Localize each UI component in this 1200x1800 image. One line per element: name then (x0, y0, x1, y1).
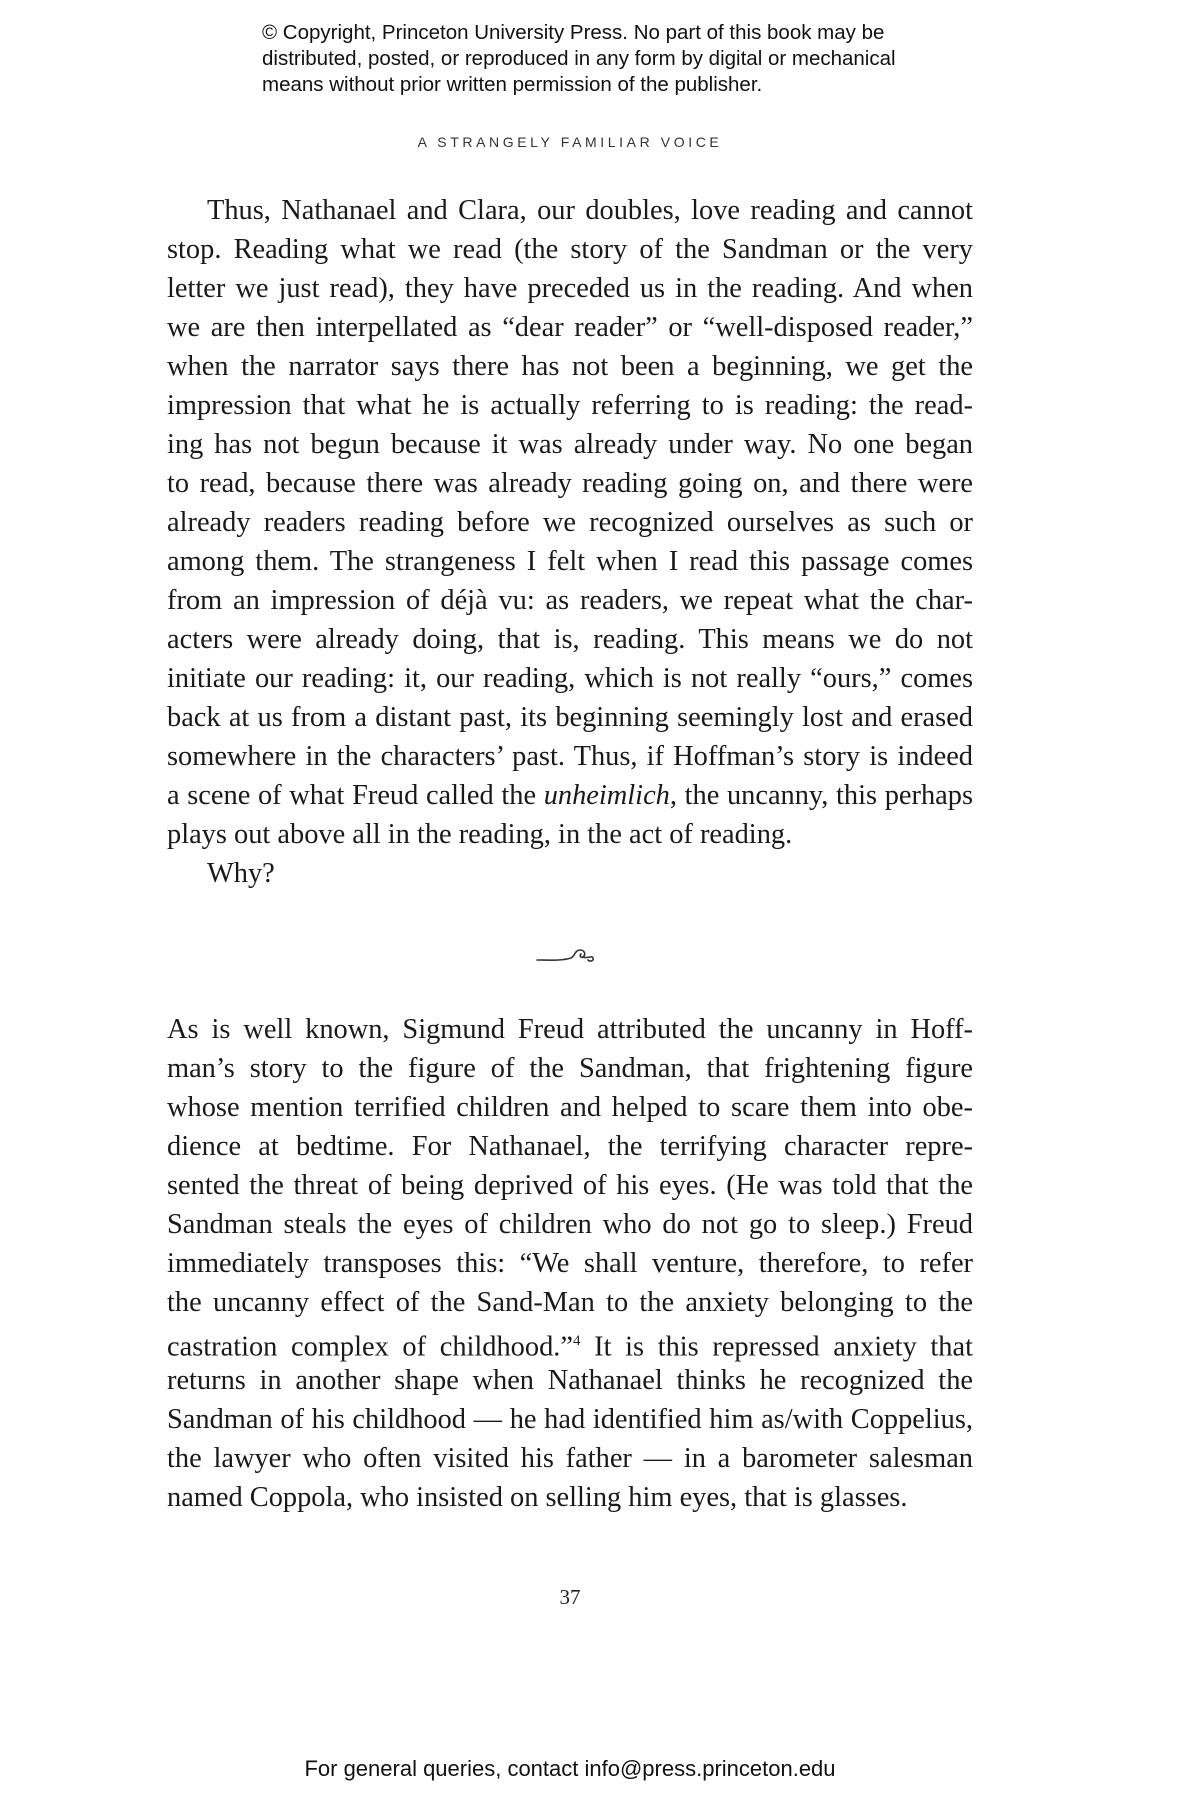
text-line: initiate our reading: it, our reading, which is not really “ours,” comes (167, 663, 973, 694)
text-line: named Coppola, who insisted on selling him eyes, that is glasses. (167, 1482, 908, 1513)
text-line: when the narrator says there has not been a beginning, we get the (167, 351, 973, 382)
text-line: Sandman steals the eyes of children who do not go to sleep.) Freud (167, 1209, 973, 1240)
italic-term: unheimlich (543, 780, 670, 811)
text-line: As is well known, Sigmund Freud attributed the uncanny in Hoff- (167, 1014, 973, 1045)
text-line: dience at bedtime. For Nathanael, the terrifying character repre- (167, 1131, 973, 1162)
copyright-line: © Copyright, Princeton University Press. No part of this book may be (262, 21, 885, 44)
text-line: to read, because there was already reading going on, and there were (167, 468, 973, 499)
paragraph-1 (167, 191, 973, 893)
text-line (167, 1322, 973, 1361)
text-line: the uncanny effect of the Sand-Man to the anxiety belonging to the (167, 1287, 973, 1318)
text-line: Why? (207, 858, 275, 889)
text-line: somewhere in the characters’ past. Thus, if Hoffman’s story is indeed (167, 741, 973, 772)
text-line: from an impression of déjà vu: as readers, we repeat what the char- (167, 585, 973, 616)
text-line: immediately transposes this: “We shall venture, therefore, to refer (167, 1248, 973, 1279)
running-head: A STRANGELY FAMILIAR VOICE (417, 134, 723, 150)
copyright-line: distributed, posted, or reproduced in any form by digital or mechanical (262, 47, 896, 70)
swash-ornament-icon (535, 940, 605, 970)
text-line: the lawyer who often visited his father — in a barometer salesman (167, 1443, 973, 1474)
text-line: returns in another shape when Nathanael thinks he recognized the (167, 1365, 973, 1396)
text-line: back at us from a distant past, its beginning seemingly lost and erased (167, 702, 973, 733)
text-run: a scene of what Freud called the (167, 780, 544, 811)
contact-footer: For general queries, contact info@press.princeton.edu (304, 1756, 836, 1781)
text-line: sented the threat of being deprived of his eyes. (He was told that the (167, 1170, 973, 1201)
text-run: , the uncanny, this perhaps (669, 780, 973, 811)
paragraph-2 (167, 1010, 973, 1517)
copyright-line: means without prior written permission of the publisher. (262, 73, 763, 96)
text-run: It is this repressed anxiety that (580, 1331, 973, 1363)
text-line: whose mention terrified children and helped to scare them into obe- (167, 1092, 973, 1123)
text-line (167, 776, 973, 815)
text-line: ing has not begun because it was already under way. No one began (167, 429, 973, 460)
text-line: we are then interpellated as “dear reader” or “well-disposed reader,” (167, 312, 973, 343)
text-line: Sandman of his childhood — he had identified him as/with Coppelius, (167, 1404, 973, 1435)
text-line: impression that what he is actually referring to is reading: the read- (167, 390, 973, 421)
text-run: castration complex of childhood.” (167, 1331, 573, 1363)
text-line: acters were already doing, that is, reading. This means we do not (167, 624, 973, 655)
text-line: plays out above all in the reading, in the act of reading. (167, 819, 793, 850)
text-line: letter we just read), they have preceded us in the reading. And when (167, 273, 973, 304)
footnote-reference[interactable]: 4 (572, 1333, 581, 1349)
text-line: Thus, Nathanael and Clara, our doubles, love reading and cannot (207, 195, 973, 226)
text-line: stop. Reading what we read (the story of the Sandman or the very (167, 234, 973, 265)
copyright-notice (262, 20, 982, 98)
text-line: among them. The strangeness I felt when I read this passage comes (167, 546, 973, 577)
text-line: man’s story to the figure of the Sandman, that frightening figure (167, 1053, 973, 1084)
text-line: already readers reading before we recognized ourselves as such or (167, 507, 973, 538)
page-number: 37 (559, 1585, 581, 1609)
